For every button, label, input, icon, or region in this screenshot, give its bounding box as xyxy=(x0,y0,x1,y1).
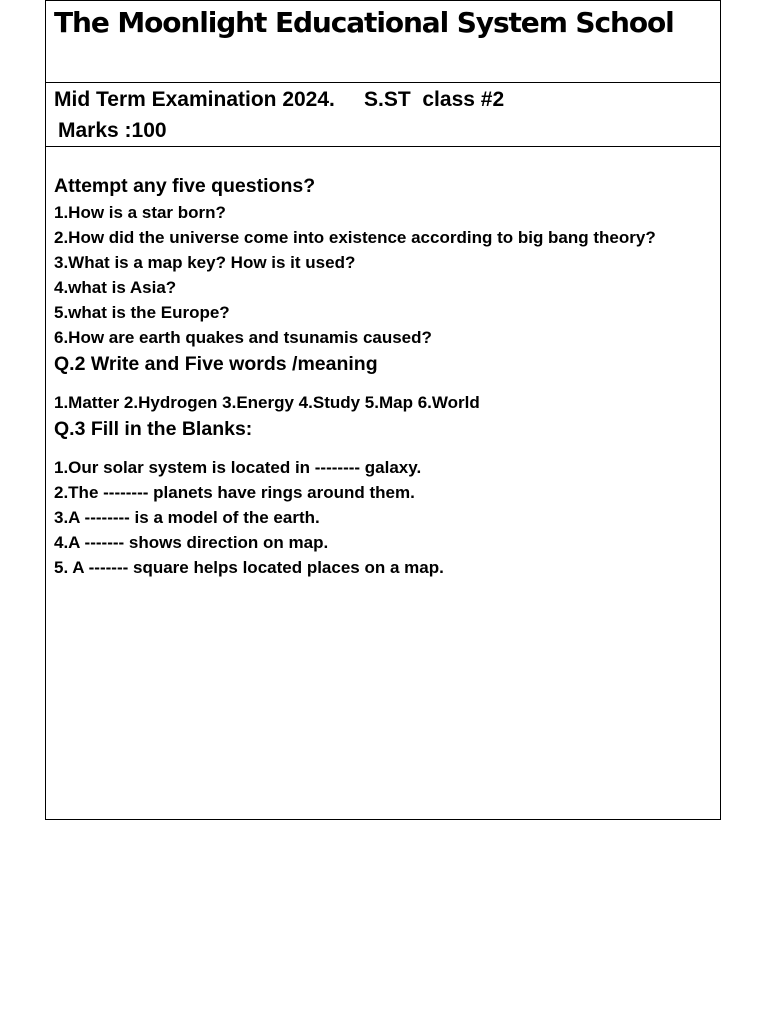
section2-heading: Q.2 Write and Five words /meaning xyxy=(54,353,378,375)
question-item: 5.what is the Europe? xyxy=(54,303,230,322)
blank-item: 5. A ------- square helps located places on a map. xyxy=(54,558,444,577)
spacer xyxy=(54,443,694,455)
blank-item: 4.A ------- shows direction on map. xyxy=(54,533,329,552)
blank-list xyxy=(54,455,694,580)
question-item: 1.How is a star born? xyxy=(54,203,226,222)
total-marks: Marks :100 xyxy=(58,119,167,142)
spacer xyxy=(54,378,694,390)
question-item: 6.How are earth quakes and tsunamis caused? xyxy=(54,328,432,347)
question-item: 2.How did the universe come into existence according to big bang theory? xyxy=(54,228,656,247)
question-item: 4.what is Asia? xyxy=(54,278,177,297)
blank-item: 2.The -------- planets have rings around them. xyxy=(54,483,415,502)
questions-body xyxy=(54,172,694,580)
blank-item: 1.Our solar system is located in -------- galaxy. xyxy=(54,458,422,477)
section3-heading: Q.3 Fill in the Blanks: xyxy=(54,418,253,440)
exam-info-cell xyxy=(46,83,720,147)
exam-paper xyxy=(45,0,721,820)
exam-title: Mid Term Examination 2024. S.ST class #2 xyxy=(54,88,505,111)
section1-heading: Attempt any five questions? xyxy=(54,175,316,197)
school-name: The Moonlight Educational System School xyxy=(54,6,674,39)
blank-item: 3.A -------- is a model of the earth. xyxy=(54,508,320,527)
word-list: 1.Matter 2.Hydrogen 3.Energy 4.Study 5.Map 6.World xyxy=(54,393,480,412)
title-cell xyxy=(46,1,720,83)
question-list xyxy=(54,200,694,350)
question-item: 3.What is a map key? How is it used? xyxy=(54,253,356,272)
